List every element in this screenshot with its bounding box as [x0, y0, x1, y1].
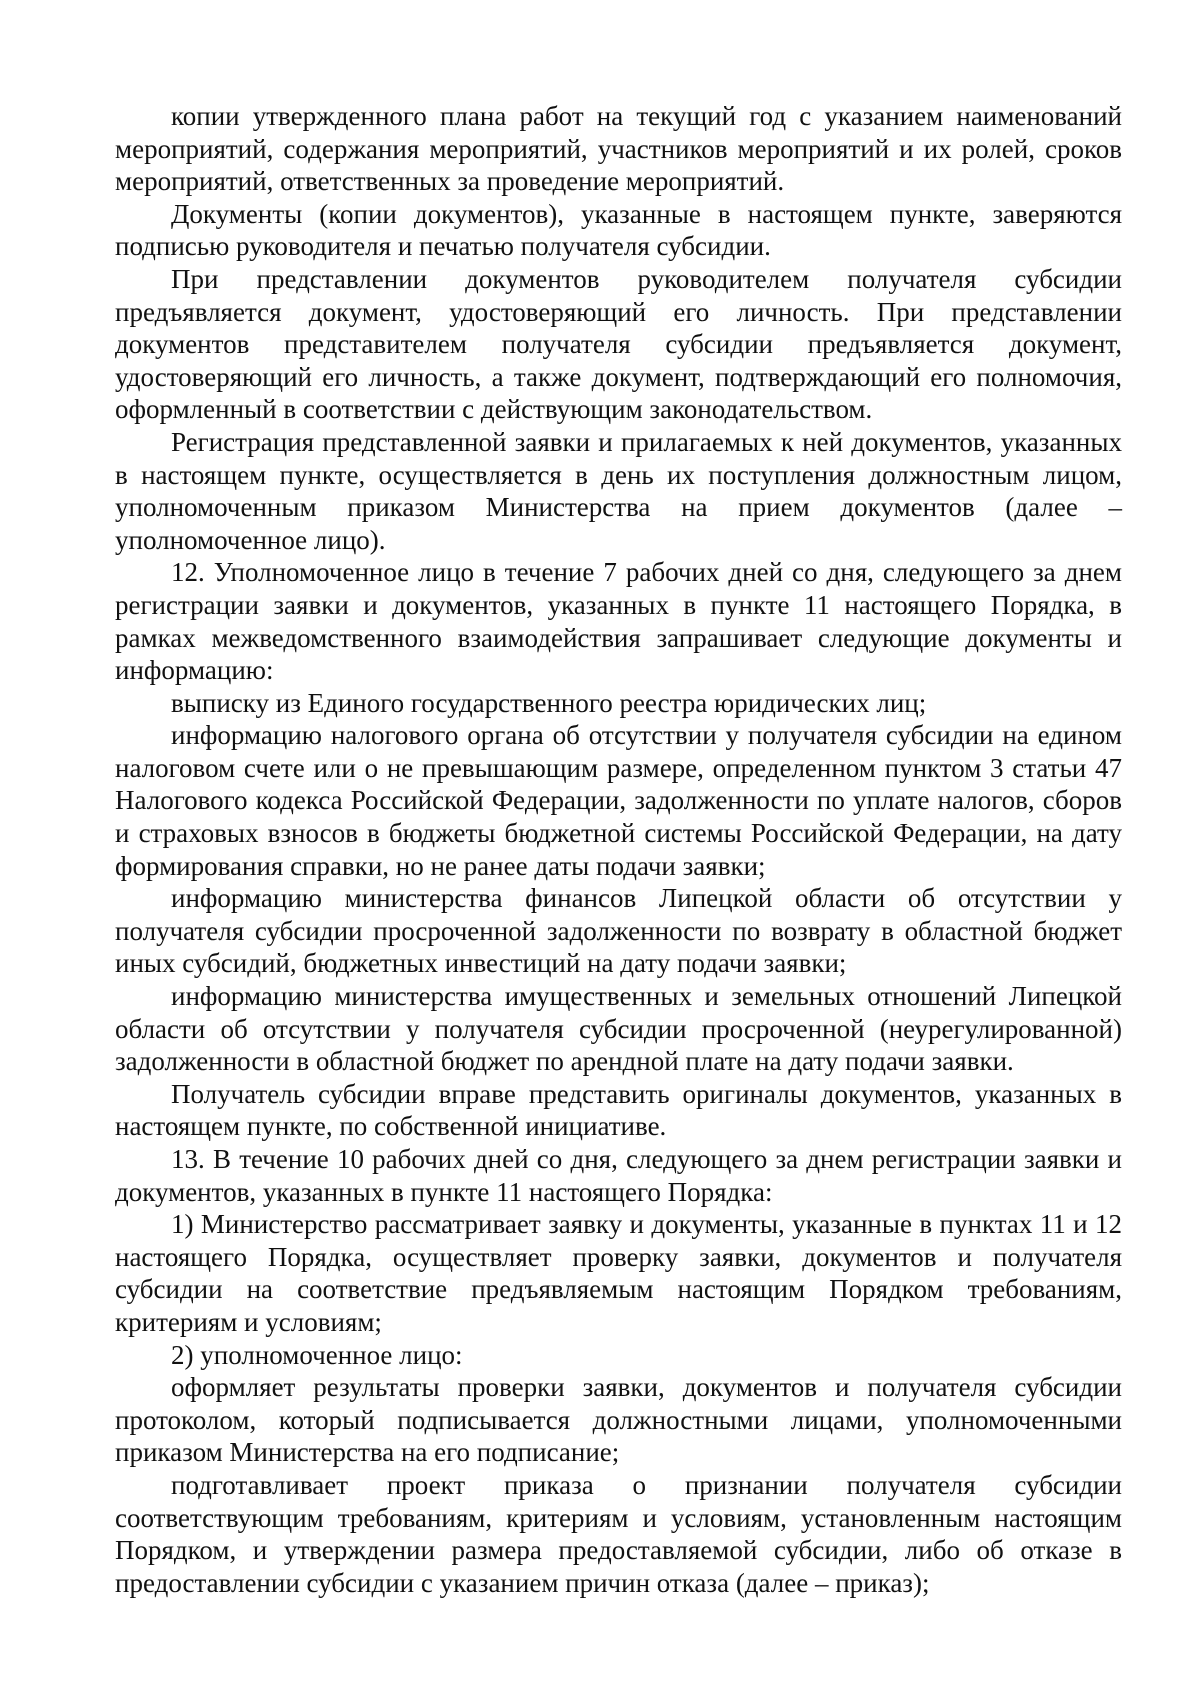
paragraph-subitem-2: 2) уполномоченное лицо: — [171, 1339, 463, 1370]
paragraph-item-12: 12. Уполномоченное лицо в течение 7 рабочих дней со дня, следующего за днем регистрации заявки и документов, указанных в пункте 11 настоящего Порядка, в рамках межведомственного взаимодействия запрашивает следующие документы и информацию: — [115, 557, 1122, 686]
paragraph-egrul-extract: выписку из Единого государственного реестра юридических лиц; — [171, 687, 927, 718]
paragraph-subitem-1: 1) Министерство рассматривает заявку и документы, указанные в пунктах 11 и 12 настоящего Порядка, осуществляет проверку заявки, документов и получателя субсидии на соответствие предъявляемым настоящим Порядком требованиям, критериям и условиям; — [115, 1209, 1122, 1337]
paragraph-finance-info: информацию министерства финансов Липецкой области об отсутствии у получателя субсидии просроченной задолженности по возврату в областной бюджет иных субсидий, бюджетных инвестиций на дату подачи заявки; — [115, 883, 1122, 979]
document-page — [115, 100, 1122, 1599]
paragraph-property-info: информацию министерства имущественных и земельных отношений Липецкой области об отсутствии у получателя субсидии просроченной (неурегулированной) задолженности в областной бюджет по арендной плате на дату подачи заявки. — [115, 981, 1122, 1077]
paragraph-draft-order: подготавливает проект приказа о признании получателя субсидии соответствующим требованиям, критериям и условиям, установленным настоящим Порядком, и утверждении размера предоставляемой субсидии, либо об отказе в предоставлении субсидии с указанием причин отказа (далее – приказ); — [115, 1469, 1122, 1598]
paragraph-originals: Получатель субсидии вправе представить оригиналы документов, указанных в настоящем пункте, по собственной инициативе. — [115, 1078, 1122, 1142]
paragraph-tax-info: информацию налогового органа об отсутствии у получателя субсидии на едином налоговом счете или о не превышающим размере, определенном пунктом 3 статьи 47 Налогового кодекса Российской Федерации, задолженности по уплате налогов, сборов и страховых взносов в бюджеты бюджетной системы Российской Федерации, на дату формирования справки, но не ранее даты подачи заявки; — [115, 720, 1122, 881]
paragraph-plan-copies: копии утвержденного плана работ на текущий год с указанием наименований мероприятий, содержания мероприятий, участников мероприятий и их ролей, сроков мероприятий, ответственных за проведение мероприятий. — [115, 101, 1122, 197]
paragraph-certification: Документы (копии документов), указанные в настоящем пункте, заверяются подписью руководителя и печатью получателя субсидии. — [115, 198, 1122, 262]
paragraph-protocol: оформляет результаты проверки заявки, документов и получателя субсидии протоколом, который подписывается должностными лицами, уполномоченными приказом Министерства на его подписание; — [115, 1372, 1122, 1468]
paragraph-identity-documents: При представлении документов руководителем получателя субсидии предъявляется документ, удостоверяющий его личность. При представлении документов представителем получателя субсидии предъявляется документ, удостоверяющий его личность, а также документ, подтверждающий его полномочия, оформленный в соответствии с действующим законодательством. — [115, 263, 1122, 425]
paragraph-registration: Регистрация представленной заявки и прилагаемых к ней документов, указанных в настоящем пункте, осуществляется в день их поступления должностным лицом, уполномоченным приказом Министерства на прием документов (далее – уполномоченное лицо). — [115, 426, 1122, 555]
paragraph-item-13: 13. В течение 10 рабочих дней со дня, следующего за днем регистрации заявки и документов, указанных в пункте 11 настоящего Порядка: — [115, 1144, 1122, 1207]
